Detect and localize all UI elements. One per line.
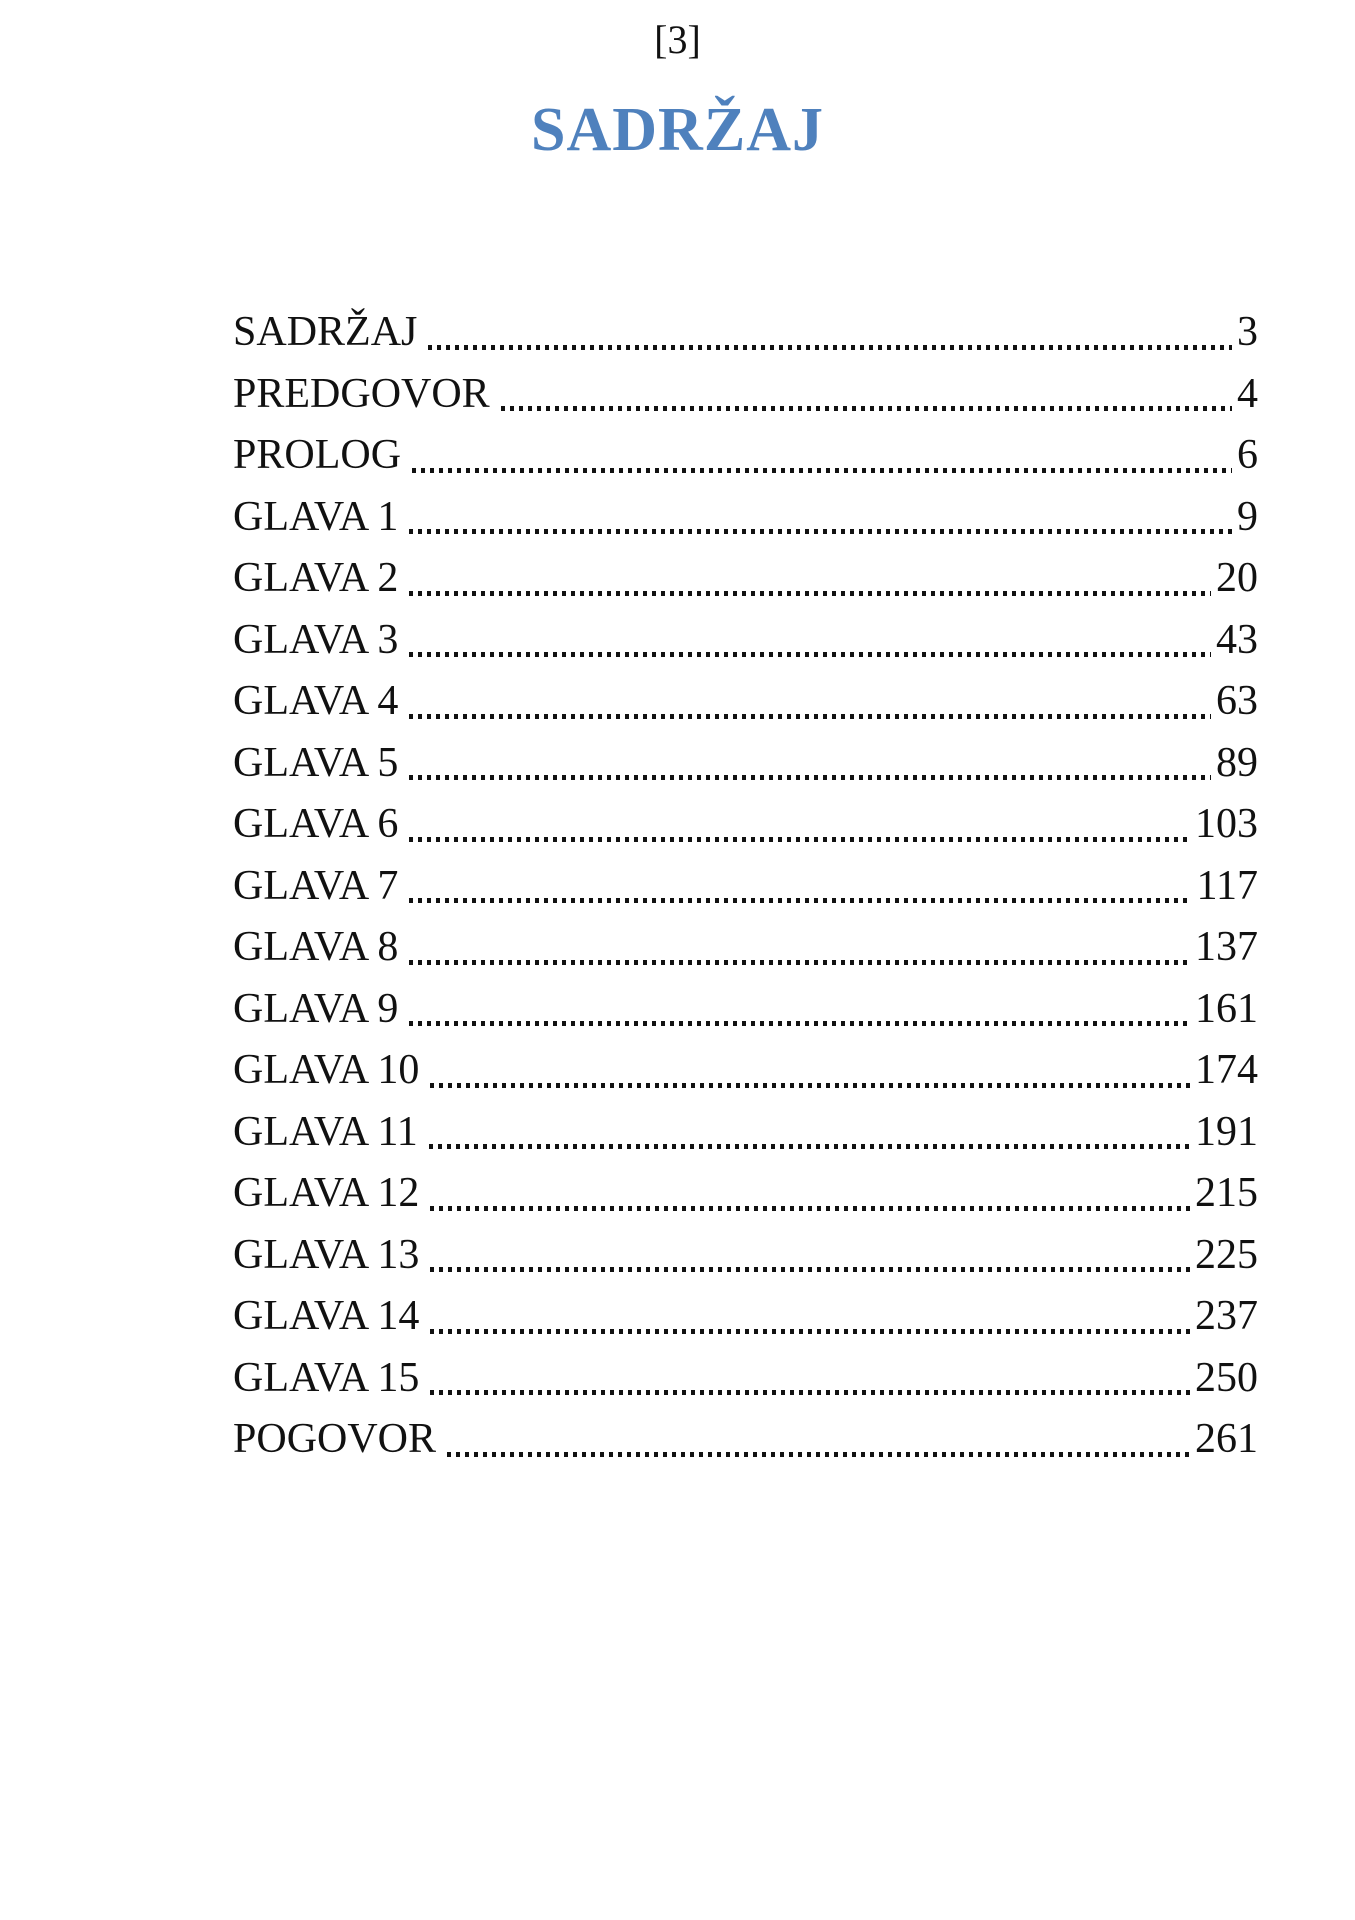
toc-entry[interactable] [233, 1040, 1258, 1102]
dot-leader [409, 591, 1211, 596]
toc-entry[interactable] [233, 364, 1258, 426]
toc-entry-label: GLAVA 15 [233, 1354, 420, 1401]
dot-leader [409, 960, 1190, 965]
toc-entry[interactable] [233, 671, 1258, 733]
dot-leader [430, 1329, 1190, 1334]
toc-entry[interactable] [233, 1163, 1258, 1225]
toc-entry-label: GLAVA 3 [233, 616, 399, 663]
dot-leader [409, 775, 1211, 780]
toc-entry-label: GLAVA 6 [233, 801, 399, 847]
toc-entry[interactable] [233, 1225, 1258, 1287]
toc-entry-label: SADRŽAJ [233, 309, 418, 355]
toc-entry-label: GLAVA 10 [233, 1047, 420, 1093]
toc-entry-page: 9 [1237, 493, 1258, 540]
toc-list [233, 302, 1258, 1471]
toc-entry-label: GLAVA 12 [233, 1170, 420, 1216]
toc-entry[interactable] [233, 917, 1258, 979]
toc-entry[interactable] [233, 1409, 1258, 1471]
toc-entry[interactable] [233, 794, 1258, 856]
dot-leader [409, 898, 1191, 903]
toc-entry-label: GLAVA 8 [233, 924, 399, 970]
toc-entry-page: 261 [1195, 1416, 1258, 1462]
toc-entry-page: 89 [1216, 739, 1258, 786]
toc-entry[interactable] [233, 1286, 1258, 1348]
dot-leader [409, 529, 1232, 534]
page-title: SADRŽAJ [531, 96, 824, 164]
toc-entry-page: 137 [1195, 924, 1258, 970]
toc-entry[interactable] [233, 425, 1258, 487]
toc-entry[interactable] [233, 1102, 1258, 1164]
toc-entry[interactable] [233, 1348, 1258, 1410]
toc-entry-page: 63 [1216, 678, 1258, 724]
dot-leader [412, 468, 1232, 473]
toc-entry-label: GLAVA 4 [233, 678, 399, 724]
toc-entry[interactable] [233, 610, 1258, 672]
toc-entry-label: GLAVA 7 [233, 862, 399, 909]
toc-entry-label: GLAVA 13 [233, 1231, 420, 1278]
toc-entry-page: 6 [1237, 432, 1258, 478]
toc-entry-label: GLAVA 1 [233, 493, 399, 540]
toc-entry-label: POGOVOR [233, 1416, 437, 1462]
dot-leader [430, 1390, 1190, 1395]
toc-entry[interactable] [233, 856, 1258, 918]
toc-entry-page: 103 [1195, 801, 1258, 847]
toc-entry-label: GLAVA 14 [233, 1293, 420, 1339]
dot-leader [409, 1021, 1190, 1026]
toc-entry-label: GLAVA 2 [233, 555, 399, 601]
toc-entry[interactable] [233, 548, 1258, 610]
toc-entry-page: 43 [1216, 616, 1258, 663]
toc-entry-page: 117 [1196, 862, 1258, 909]
toc-entry[interactable] [233, 979, 1258, 1041]
toc-entry-label: PROLOG [233, 432, 402, 478]
dot-leader [409, 714, 1211, 719]
dot-leader [409, 652, 1211, 657]
toc-entry-page: 3 [1237, 309, 1258, 355]
toc-entry-label: GLAVA 11 [233, 1108, 418, 1155]
toc-entry-label: PREDGOVOR [233, 370, 490, 417]
toc-entry-page: 250 [1195, 1354, 1258, 1401]
header-page-number: [3] [654, 17, 701, 62]
dot-leader [430, 1267, 1190, 1272]
dot-leader [430, 1083, 1190, 1088]
dot-leader [428, 345, 1232, 350]
dot-leader [430, 1206, 1190, 1211]
dot-leader [429, 1144, 1190, 1149]
toc-entry[interactable] [233, 302, 1258, 364]
dot-leader [501, 406, 1232, 411]
dot-leader [447, 1452, 1190, 1457]
toc-entry-page: 191 [1195, 1108, 1258, 1155]
dot-leader [409, 837, 1190, 842]
toc-entry-page: 4 [1237, 370, 1258, 417]
toc-entry-label: GLAVA 5 [233, 739, 399, 786]
toc-entry-label: GLAVA 9 [233, 985, 399, 1032]
toc-entry-page: 225 [1195, 1231, 1258, 1278]
toc-entry-page: 215 [1195, 1170, 1258, 1216]
toc-entry[interactable] [233, 487, 1258, 549]
toc-entry-page: 20 [1216, 555, 1258, 601]
toc-entry-page: 237 [1195, 1293, 1258, 1339]
toc-entry-page: 161 [1195, 985, 1258, 1032]
toc-entry-page: 174 [1195, 1047, 1258, 1093]
toc-entry[interactable] [233, 733, 1258, 795]
